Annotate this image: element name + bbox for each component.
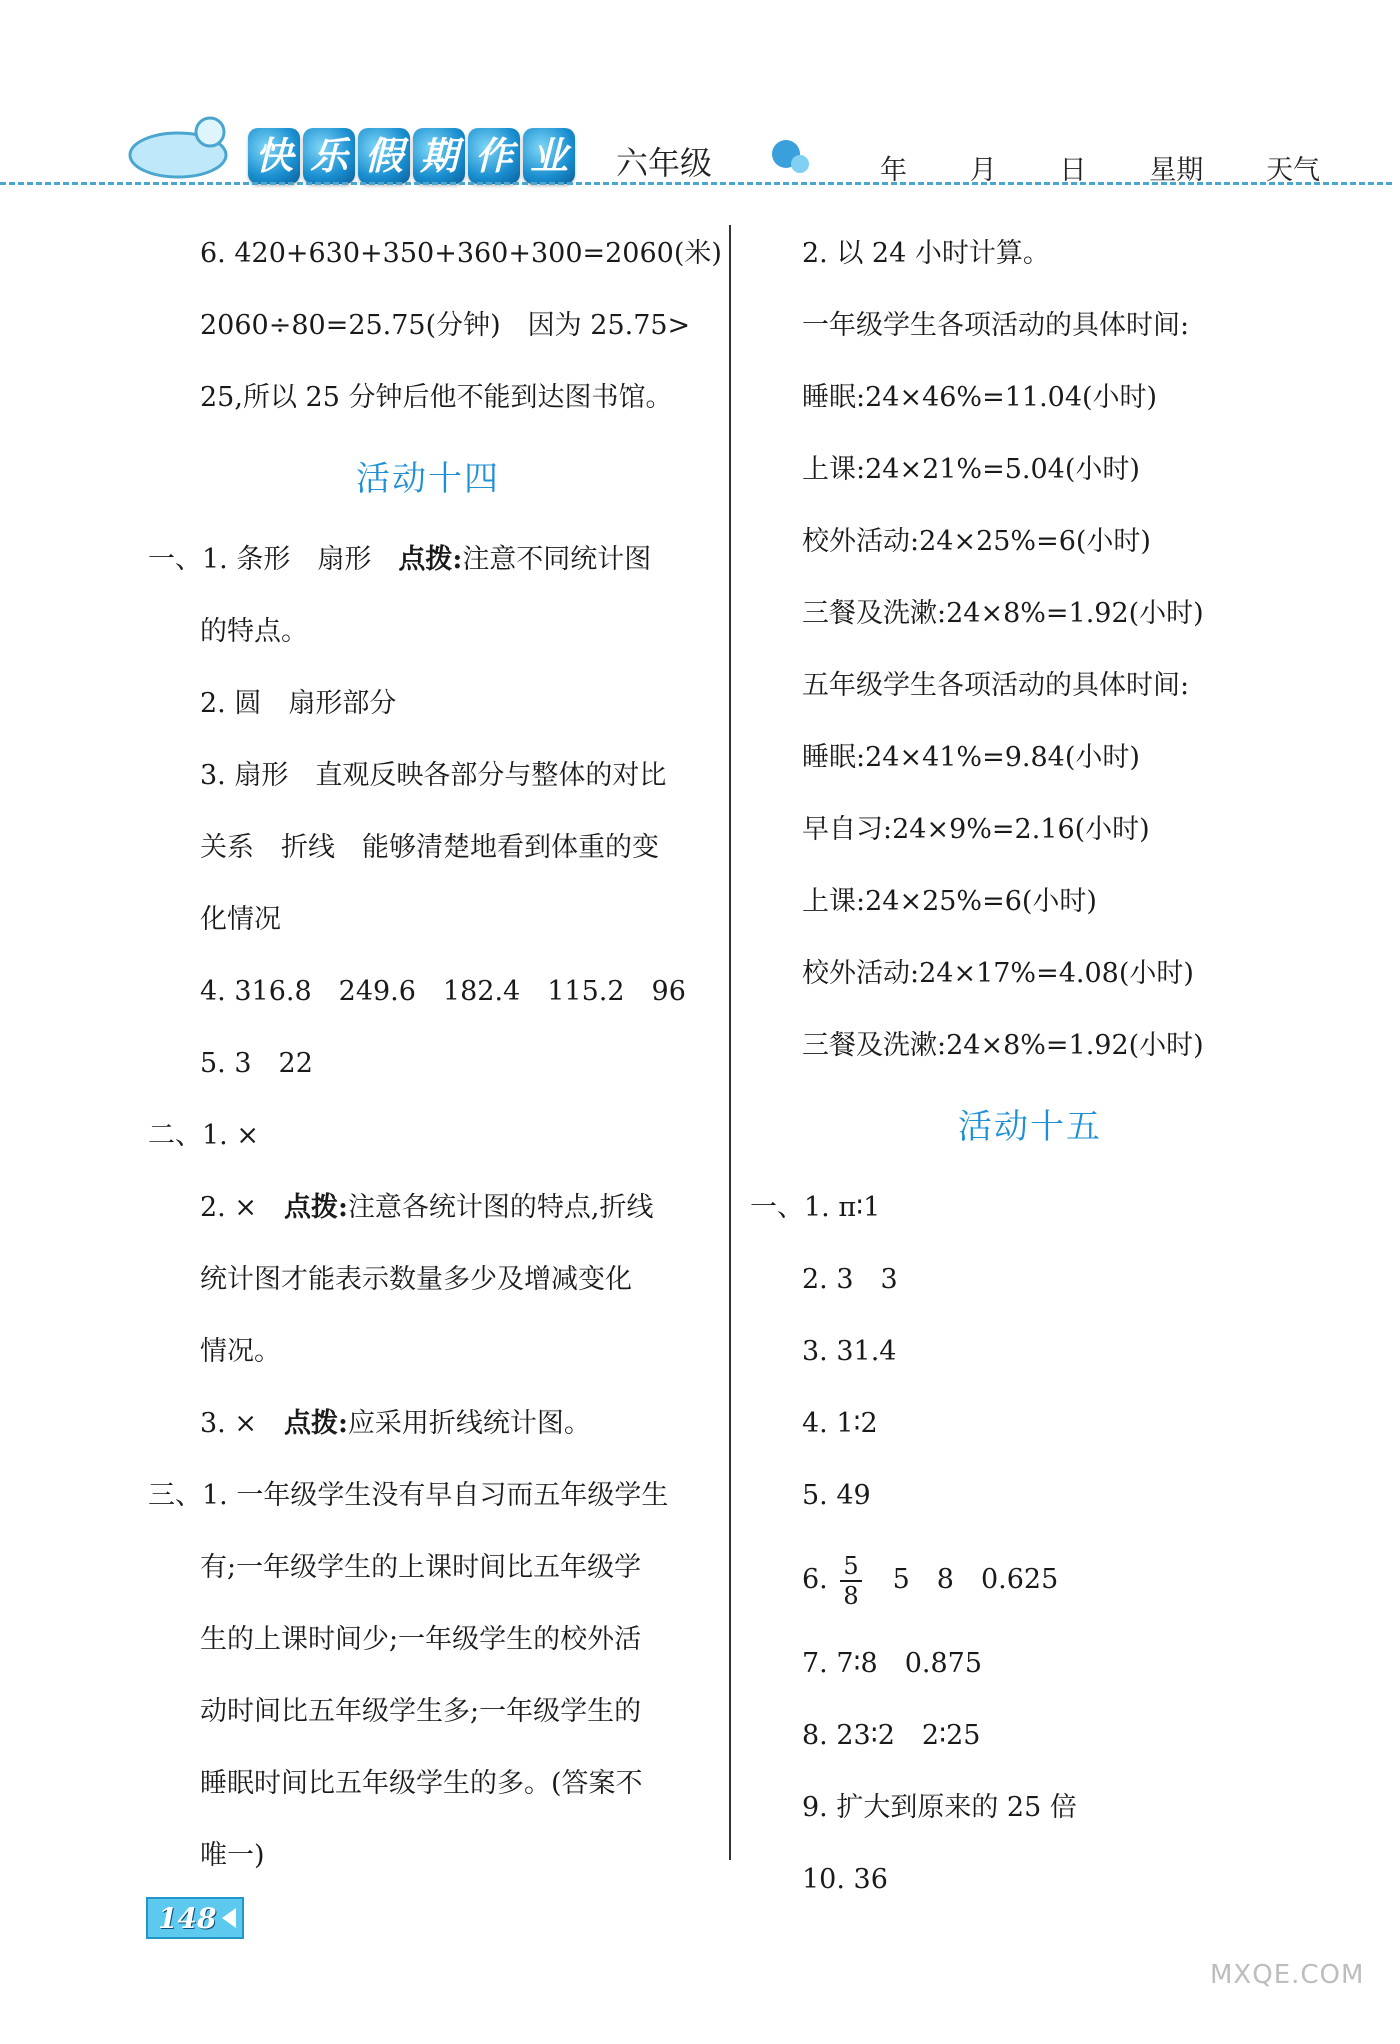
page-header bbox=[0, 0, 1400, 200]
answer-line: 2060÷80=25.75(分钟) 因为 25.75> bbox=[200, 310, 691, 341]
answer-line: 动时间比五年级学生多;一年级学生的 bbox=[200, 1696, 642, 1727]
page-number: 148 bbox=[158, 1902, 217, 1935]
answer-line: 6. 420+630+350+360+300=2060(米) bbox=[200, 238, 722, 269]
cartoon-head bbox=[196, 118, 224, 146]
answer-line: 4. 1∶2 bbox=[802, 1408, 878, 1439]
page-number-badge bbox=[146, 1897, 244, 1939]
answer-line bbox=[148, 1388, 708, 1460]
answer-line: 9. 扩大到原来的 25 倍 bbox=[802, 1792, 1077, 1823]
field-weather: 天气 bbox=[1266, 155, 1320, 186]
column-divider bbox=[729, 225, 731, 1860]
answer-text: 注意各统计图的特点,折线 bbox=[347, 1192, 654, 1223]
brand-char: 乐 bbox=[303, 128, 355, 184]
hint-label: 点拨: bbox=[283, 1192, 348, 1223]
answer-line: 的特点。 bbox=[200, 616, 308, 647]
answer-line: 早自习:24×9%=2.16(小时) bbox=[802, 814, 1150, 845]
answer-line bbox=[148, 1172, 708, 1244]
answer-line: 睡眠:24×46%=11.04(小时) bbox=[802, 382, 1158, 413]
field-year: 年 bbox=[880, 155, 907, 186]
brand-char: 作 bbox=[468, 128, 520, 184]
answer-line: 睡眠时间比五年级学生的多。(答案不 bbox=[200, 1768, 643, 1799]
cartoon-icon bbox=[118, 100, 238, 190]
answer-line: 有;一年级学生的上课时间比五年级学 bbox=[200, 1552, 642, 1583]
answer-text: 应采用折线统计图。 bbox=[347, 1408, 591, 1439]
answer-line: 生的上课时间少;一年级学生的校外活 bbox=[200, 1624, 642, 1655]
right-column bbox=[750, 218, 1310, 1916]
answer-line: 校外活动:24×25%=6(小时) bbox=[802, 526, 1151, 557]
answer-text: 3. × bbox=[200, 1408, 284, 1439]
answer-line bbox=[750, 1532, 1310, 1628]
answer-text: 6. bbox=[802, 1564, 837, 1595]
brand-char: 假 bbox=[358, 128, 410, 184]
answer-line: 五年级学生各项活动的具体时间: bbox=[802, 670, 1190, 701]
globe-small bbox=[791, 155, 809, 173]
answer-line: 睡眠:24×41%=9.84(小时) bbox=[802, 742, 1140, 773]
answer-text: 2. × bbox=[200, 1192, 284, 1223]
answer-line: 5. 49 bbox=[802, 1480, 871, 1511]
fraction-denominator: 8 bbox=[843, 1581, 859, 1610]
answer-line: 2. 3 3 bbox=[802, 1264, 898, 1295]
answer-line: 上课:24×25%=6(小时) bbox=[802, 886, 1097, 917]
answer-line: 情况。 bbox=[200, 1336, 281, 1367]
answer-line: 4. 316.8 249.6 182.4 115.2 96 bbox=[200, 976, 686, 1007]
answer-line: 8. 23∶2 2∶25 bbox=[802, 1720, 981, 1751]
section-title-15: 活动十五 bbox=[958, 1107, 1102, 1147]
header-dashed-line bbox=[0, 182, 1392, 185]
section-title-14: 活动十四 bbox=[356, 459, 500, 499]
field-weekday: 星期 bbox=[1149, 155, 1204, 186]
answer-line: 三餐及洗漱:24×8%=1.92(小时) bbox=[802, 1030, 1204, 1061]
watermark: MXQE.COM bbox=[1210, 1960, 1365, 1990]
answer-line: 3. 扇形 直观反映各部分与整体的对比 bbox=[200, 760, 667, 791]
hint-label: 点拨: bbox=[398, 544, 463, 575]
answer-line: 25,所以 25 分钟后他不能到达图书馆。 bbox=[200, 382, 673, 413]
answer-line: 2. 圆 扇形部分 bbox=[200, 688, 397, 719]
answer-line: 唯一) bbox=[200, 1840, 265, 1871]
answer-line: 3. 31.4 bbox=[802, 1336, 897, 1367]
answer-line: 一年级学生各项活动的具体时间: bbox=[802, 310, 1190, 341]
brand-char: 期 bbox=[413, 128, 465, 184]
brand-char: 业 bbox=[523, 128, 575, 184]
brand-char: 快 bbox=[248, 128, 300, 184]
globe-icon bbox=[766, 134, 816, 180]
answer-line: 10. 36 bbox=[802, 1864, 888, 1895]
left-column bbox=[148, 218, 722, 1892]
answer-line: 上课:24×21%=5.04(小时) bbox=[802, 454, 1140, 485]
answer-line: 5. 3 22 bbox=[200, 1048, 313, 1079]
brand-title bbox=[248, 128, 575, 188]
answer-line: 二、1. × bbox=[148, 1120, 259, 1151]
fraction bbox=[840, 1551, 861, 1610]
answer-line: 2. 以 24 小时计算。 bbox=[802, 238, 1050, 269]
answer-line: 三、1. 一年级学生没有早自习而五年级学生 bbox=[148, 1480, 669, 1511]
grade-label: 六年级 bbox=[616, 144, 713, 182]
answer-text: 注意不同统计图 bbox=[462, 544, 652, 575]
answer-line bbox=[148, 524, 708, 596]
answer-line: 校外活动:24×17%=4.08(小时) bbox=[802, 958, 1194, 989]
answer-line: 统计图才能表示数量多少及增减变化 bbox=[200, 1264, 632, 1295]
answer-line: 三餐及洗漱:24×8%=1.92(小时) bbox=[802, 598, 1204, 629]
answer-line: 一、1. π∶1 bbox=[750, 1192, 881, 1223]
hint-label: 点拨: bbox=[283, 1408, 348, 1439]
answer-line: 化情况 bbox=[200, 904, 281, 935]
answer-text: 一、1. 条形 扇形 bbox=[148, 544, 399, 575]
answer-line: 7. 7∶8 0.875 bbox=[802, 1648, 983, 1679]
fraction-numerator: 5 bbox=[840, 1554, 861, 1582]
answer-text: 5 8 0.625 bbox=[865, 1564, 1059, 1595]
page-arrow-icon bbox=[222, 1908, 236, 1928]
field-month: 月 bbox=[969, 155, 997, 186]
field-day: 日 bbox=[1059, 155, 1087, 186]
answer-line: 关系 折线 能够清楚地看到体重的变 bbox=[200, 832, 659, 863]
